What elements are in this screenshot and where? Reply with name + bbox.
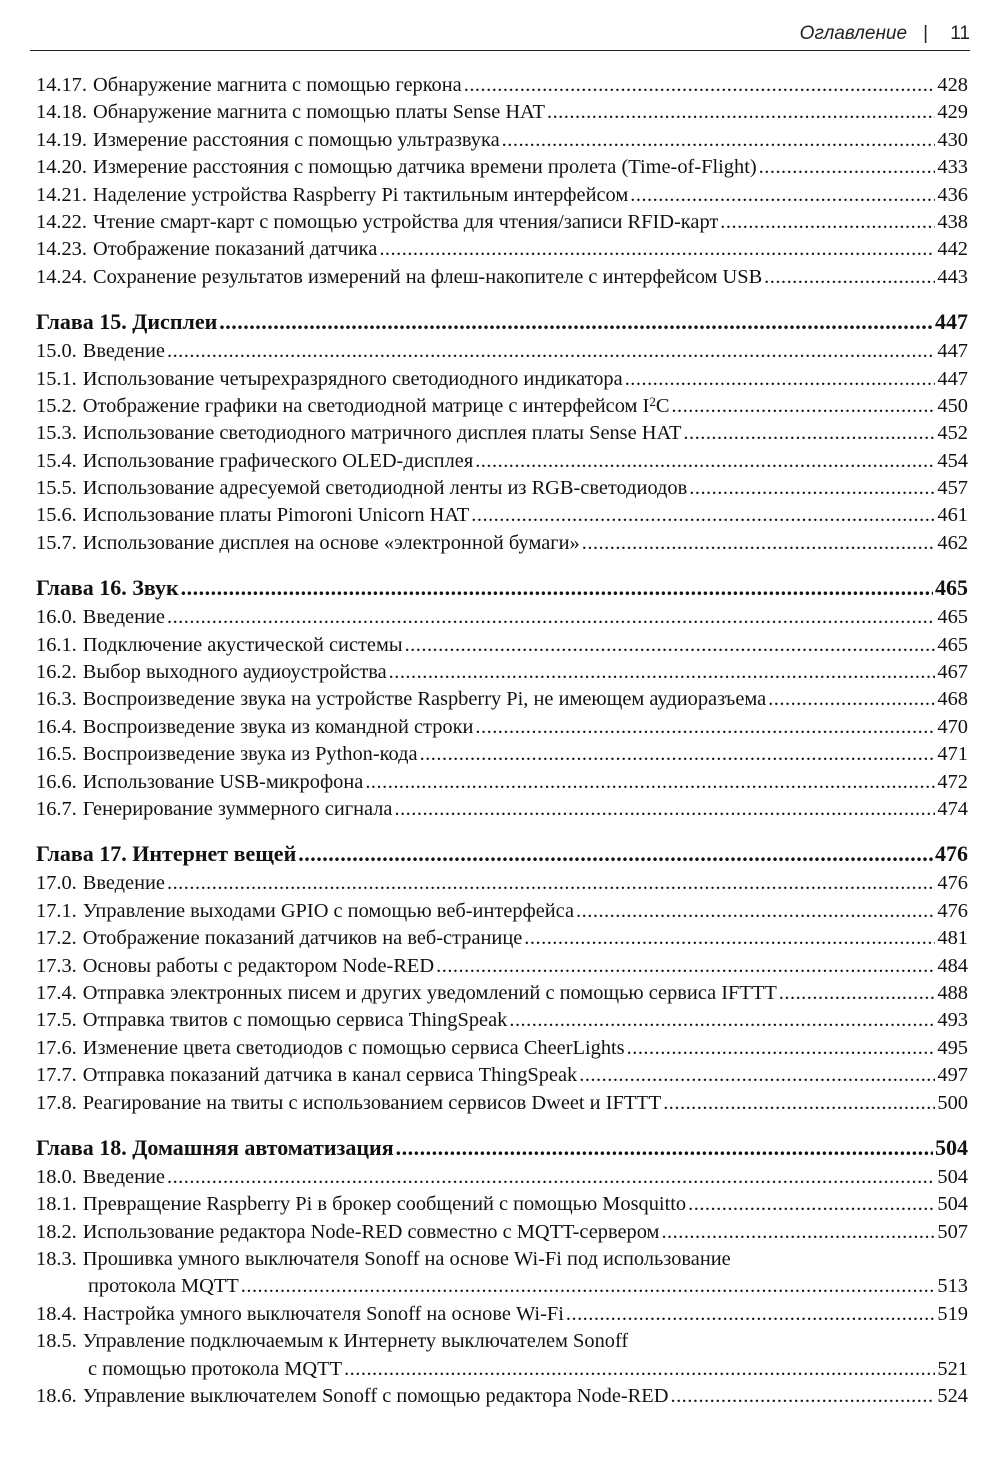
chapter-page-number: 504 (935, 1134, 968, 1160)
toc-entry[interactable] (36, 236, 968, 263)
toc-entry[interactable] (36, 99, 968, 126)
entry-number: 15.1. (36, 367, 77, 390)
entry-number: 14.21. (36, 183, 87, 206)
entry-title-text: Обнаружение магнита с помощью платы Sense HAT (92, 101, 545, 124)
entry-page-number: 443 (937, 265, 968, 288)
entry-number: 15.6. (36, 504, 77, 527)
dot-leader (365, 769, 935, 796)
running-head-section: Оглавление (799, 23, 908, 44)
entry-title-text: Воспроизведение звука на устройстве Raspberry Pi, не имеющем аудиоразъема (82, 688, 767, 711)
entry-title (83, 448, 473, 475)
toc-entry[interactable] (36, 1090, 968, 1117)
entry-title-text: Сохранение результатов измерений на флеш-накопителе с интерфейсом USB (92, 265, 763, 288)
toc-entry-continuation[interactable] (36, 1356, 968, 1383)
chapter-page-number: 447 (935, 309, 968, 335)
entry-title-text: Использование USB-микрофона (82, 770, 364, 793)
entry-title (93, 236, 377, 263)
entry-title (83, 338, 165, 365)
dot-leader (689, 475, 935, 502)
chapter-heading[interactable] (36, 574, 968, 604)
entry-title (83, 1301, 564, 1328)
entry-title-text: Отображение показаний датчика (92, 238, 378, 261)
toc-entry[interactable] (36, 632, 968, 659)
toc-entry[interactable] (36, 475, 968, 502)
dot-leader (582, 530, 936, 557)
entry-title (93, 264, 762, 291)
entry-title-text: Отправка электронных писем и других уведомлений с помощью сервиса IFTTT (82, 981, 777, 1004)
entry-title (83, 475, 687, 502)
entry-page-number: 462 (937, 531, 968, 554)
dot-leader (344, 1356, 935, 1383)
entry-title-text: Воспроизведение звука из командной строки (82, 715, 474, 738)
toc-chapter-group (36, 840, 968, 1117)
toc-entry[interactable] (36, 393, 968, 420)
entry-title (83, 686, 766, 713)
entry-number: 17.0. (36, 872, 77, 895)
toc-entry[interactable] (36, 741, 968, 768)
dot-leader (768, 686, 935, 713)
entry-title-text: Управление выключателем Sonoff с помощью редактора Node-RED (82, 1385, 669, 1408)
entry-number: 18.5. (36, 1330, 77, 1353)
entry-title (93, 154, 757, 181)
entry-number: 16.5. (36, 743, 77, 766)
entry-page-number: 436 (937, 183, 968, 206)
running-head (30, 20, 970, 48)
chapter-heading[interactable] (36, 840, 968, 870)
dot-leader (167, 338, 935, 365)
entry-title-text: Введение (82, 606, 165, 629)
entry-page-number: 452 (937, 422, 968, 445)
entry-title (83, 714, 474, 741)
chapter-heading[interactable] (36, 1134, 968, 1164)
entry-title (83, 366, 623, 393)
dot-leader (420, 741, 936, 768)
entry-title (83, 1035, 625, 1062)
entry-number: 18.4. (36, 1302, 77, 1325)
entry-number: 16.2. (36, 661, 77, 684)
dot-leader (779, 980, 936, 1007)
entry-title-continuation: протокола MQTT (88, 1275, 239, 1298)
entry-page-number: 442 (937, 238, 968, 261)
entry-title-text: Использование светодиодного матричного дисплея платы Sense HAT (82, 422, 682, 445)
toc-chapter-group (36, 72, 968, 291)
dot-leader (389, 659, 936, 686)
toc-entry[interactable] (36, 530, 968, 557)
entry-page-number: 474 (937, 797, 968, 820)
entry-title (83, 796, 393, 823)
toc-entry[interactable] (36, 1191, 968, 1218)
dot-leader (764, 264, 935, 291)
entry-number: 17.7. (36, 1064, 77, 1087)
entry-number: 18.3. (36, 1248, 77, 1271)
dot-leader (661, 1219, 935, 1246)
entry-page-number: 457 (937, 477, 968, 500)
table-of-contents (36, 72, 968, 1410)
entry-page-number: 521 (937, 1357, 968, 1380)
entry-number: 17.3. (36, 954, 77, 977)
entry-number: 18.6. (36, 1385, 77, 1408)
entry-title (83, 953, 434, 980)
entry-page-number: 513 (937, 1275, 968, 1298)
toc-entry[interactable] (36, 1383, 968, 1410)
entry-title (83, 1191, 686, 1218)
entry-title-text: Измерение расстояния с помощью датчика времени пролета (Time-of-Flight) (92, 156, 757, 179)
entry-number: 16.6. (36, 770, 77, 793)
toc-entry[interactable] (36, 502, 968, 529)
entry-title (93, 99, 545, 126)
dot-leader (167, 604, 935, 631)
dot-leader (167, 870, 935, 897)
entry-number: 15.5. (36, 477, 77, 500)
entry-title (83, 1007, 508, 1034)
entry-title-text: Подключение акустической системы (82, 633, 403, 656)
entry-number: 17.2. (36, 927, 77, 950)
entry-title (93, 72, 462, 99)
entry-title (83, 898, 574, 925)
entry-page-number: 471 (937, 743, 968, 766)
toc-chapter-group (36, 1134, 968, 1411)
dot-leader (181, 574, 933, 601)
dot-leader (436, 953, 935, 980)
dot-leader (630, 182, 935, 209)
chapter-page-number: 465 (935, 575, 968, 601)
dot-leader (547, 99, 935, 126)
entry-page-number: 476 (937, 899, 968, 922)
entry-number: 16.0. (36, 606, 77, 629)
dot-leader (298, 840, 933, 867)
entry-title (83, 393, 670, 420)
dot-leader (509, 1007, 935, 1034)
dot-leader (671, 393, 935, 420)
toc-entry[interactable] (36, 980, 968, 1007)
toc-entry[interactable] (36, 1301, 968, 1328)
entry-page-number: 430 (937, 128, 968, 151)
entry-number: 14.24. (36, 265, 87, 288)
entry-number: 14.20. (36, 156, 87, 179)
entry-number: 14.19. (36, 128, 87, 151)
entry-title-text: Использование дисплея на основе «электронной бумаги» (82, 531, 580, 554)
entry-title (83, 1383, 669, 1410)
chapter-page-number: 476 (935, 841, 968, 867)
entry-number: 16.1. (36, 633, 77, 656)
entry-title (83, 925, 523, 952)
entry-page-number: 428 (937, 74, 968, 96)
toc-entry[interactable] (36, 925, 968, 952)
toc-entry[interactable] (36, 1007, 968, 1034)
dot-leader (219, 308, 933, 335)
dot-leader (663, 1090, 935, 1117)
entry-title-text: Реагирование на твиты с использованием сервисов Dweet и IFTTT (82, 1091, 662, 1114)
entry-page-number: 495 (937, 1036, 968, 1059)
entry-page-number: 454 (937, 449, 968, 472)
entry-page-number: 519 (937, 1302, 968, 1325)
entry-title-text: Отправка твитов с помощью сервиса ThingSpeak (82, 1009, 508, 1032)
entry-number: 17.8. (36, 1091, 77, 1114)
dot-leader (566, 1301, 936, 1328)
entry-title-text: Генерирование зуммерного сигнала (82, 797, 393, 820)
dot-leader (524, 925, 935, 952)
entry-page-number: 488 (937, 981, 968, 1004)
chapter-title: Глава 18. Домашняя автоматизация (36, 1134, 394, 1160)
entry-title (93, 182, 628, 209)
dot-leader (502, 127, 936, 154)
toc-entry[interactable] (36, 1164, 968, 1191)
toc-entry[interactable] (36, 870, 968, 897)
toc-entry[interactable] (36, 1035, 968, 1062)
entry-number: 18.2. (36, 1220, 77, 1243)
entry-number: 16.3. (36, 688, 77, 711)
entry-title-text: Отображение показаний датчиков на веб-странице (82, 927, 523, 950)
entry-title-text: Превращение Raspberry Pi в брокер сообщений с помощью Mosquitto (82, 1193, 687, 1216)
entry-number: 15.0. (36, 340, 77, 363)
dot-leader (394, 796, 935, 823)
entry-title (93, 209, 718, 236)
entry-page-number: 476 (937, 872, 968, 895)
entry-title (83, 420, 682, 447)
entry-title-text: Использование редактора Node-RED совместно с MQTT-сервером (82, 1220, 660, 1243)
entry-title (83, 1164, 165, 1191)
entry-title-text: Управление выходами GPIO с помощью веб-интерфейса (82, 899, 575, 922)
entry-page-number: 484 (937, 954, 968, 977)
dot-leader (759, 154, 936, 181)
dot-leader (670, 1383, 935, 1410)
entry-title (83, 769, 364, 796)
entry-title (83, 741, 418, 768)
entry-title-text: Использование четырехразрядного светодиодного индикатора (82, 367, 623, 390)
dot-leader (688, 1191, 935, 1218)
chapter-title: Глава 16. Звук (36, 575, 179, 601)
entry-title (83, 502, 470, 529)
entry-title-text: Введение (82, 872, 165, 895)
entry-number: 15.4. (36, 449, 77, 472)
entry-page-number: 470 (937, 715, 968, 738)
entry-title-text: Настройка умного выключателя Sonoff на основе Wi-Fi (82, 1302, 564, 1325)
entry-title-text: Введение (82, 1165, 165, 1188)
entry-page-number: 447 (937, 340, 968, 363)
entry-title-text: Отправка показаний датчика в канал сервиса ThingSpeak (82, 1064, 578, 1087)
superscript: 2 (649, 393, 656, 409)
entry-title-text: Выбор выходного аудиоустройства (82, 661, 387, 684)
toc-entry[interactable] (36, 420, 968, 447)
dot-leader (379, 236, 935, 263)
entry-number: 17.6. (36, 1036, 77, 1059)
entry-page-number: 504 (937, 1165, 968, 1188)
entry-page-number: 472 (937, 770, 968, 793)
toc-entry[interactable] (36, 182, 968, 209)
toc-entry[interactable] (36, 686, 968, 713)
page-number: 11 (950, 23, 970, 44)
entry-title (83, 604, 165, 631)
entry-title (83, 980, 777, 1007)
entry-title-text: Наделение устройства Raspberry Pi тактильным интерфейсом (92, 183, 629, 206)
entry-page-number: 465 (937, 633, 968, 656)
entry-title (93, 127, 500, 154)
toc-entry[interactable] (36, 769, 968, 796)
dot-leader (625, 366, 936, 393)
entry-title-text: Использование графического OLED-дисплея (82, 449, 474, 472)
entry-number: 14.17. (36, 74, 87, 96)
toc-entry[interactable] (36, 366, 968, 393)
toc-entry[interactable] (36, 714, 968, 741)
entry-number: 18.1. (36, 1193, 77, 1216)
entry-number: 15.3. (36, 422, 77, 445)
entry-page-number: 450 (937, 394, 968, 417)
entry-page-number: 481 (937, 927, 968, 950)
toc-entry[interactable] (36, 209, 968, 236)
entry-title-tail: C (655, 394, 670, 417)
entry-title-text: Воспроизведение звука из Python-кода (82, 743, 418, 766)
toc-chapter-group (36, 308, 968, 557)
toc-chapter-group (36, 574, 968, 823)
entry-number: 14.22. (36, 210, 87, 233)
dot-leader (405, 632, 936, 659)
entry-page-number: 500 (937, 1091, 968, 1114)
dot-leader (167, 1164, 935, 1191)
entry-page-number: 493 (937, 1009, 968, 1032)
entry-title-text: Основы работы с редактором Node-RED (82, 954, 435, 977)
toc-entry-continuation[interactable] (36, 1273, 968, 1300)
toc-entry[interactable] (36, 127, 968, 154)
entry-page-number: 504 (937, 1193, 968, 1216)
entry-title (83, 530, 580, 557)
toc-entry[interactable] (36, 338, 968, 365)
entry-title-text: Отображение графики на светодиодной матрице с интерфейсом I (82, 394, 650, 417)
toc-entry[interactable] (36, 953, 968, 980)
entry-number: 16.7. (36, 797, 77, 820)
toc-entry[interactable] (36, 796, 968, 823)
entry-title-continuation: с помощью протокола MQTT (88, 1357, 343, 1380)
entry-title-text: Обнаружение магнита с помощью геркона (92, 74, 462, 96)
entry-number: 18.0. (36, 1165, 77, 1188)
dot-leader (471, 502, 935, 529)
entry-page-number: 433 (937, 156, 968, 179)
entry-number: 17.1. (36, 899, 77, 922)
entry-title (83, 1219, 660, 1246)
entry-title-text: Использование платы Pimoroni Unicorn HAT (82, 504, 470, 527)
entry-page-number: 467 (937, 661, 968, 684)
entry-title (83, 1090, 661, 1117)
dot-leader (627, 1035, 936, 1062)
entry-title-text: Изменение цвета светодиодов с помощью сервиса CheerLights (82, 1036, 625, 1059)
chapter-title: Глава 15. Дисплеи (36, 309, 218, 335)
entry-page-number: 465 (937, 606, 968, 629)
entry-number: 14.23. (36, 238, 87, 261)
entry-number: 16.4. (36, 715, 77, 738)
entry-title (83, 870, 165, 897)
entry-title: Прошивка умного выключателя Sonoff на основе Wi-Fi под использование (82, 1248, 731, 1271)
toc-entry[interactable] (36, 72, 968, 99)
header-rule (30, 50, 970, 51)
dot-leader (396, 1134, 933, 1161)
entry-number: 15.7. (36, 531, 77, 554)
entry-page-number: 438 (937, 210, 968, 233)
toc-entry[interactable] (36, 1328, 968, 1355)
dot-leader (464, 72, 936, 99)
entry-title (83, 659, 387, 686)
entry-page-number: 497 (937, 1064, 968, 1087)
entry-page-number: 468 (937, 688, 968, 711)
dot-leader (720, 209, 935, 236)
toc-entry[interactable] (36, 448, 968, 475)
dot-leader (683, 420, 935, 447)
toc-entry[interactable] (36, 898, 968, 925)
entry-number: 17.4. (36, 981, 77, 1004)
toc-entry[interactable] (36, 1246, 968, 1273)
dot-leader (475, 714, 935, 741)
entry-title-text: Введение (82, 340, 165, 363)
entry-page-number: 524 (937, 1385, 968, 1408)
entry-number: 14.18. (36, 101, 87, 124)
entry-title-text: Чтение смарт-карт с помощью устройства для чтения/записи RFID-карт (92, 210, 719, 233)
entry-title (83, 632, 403, 659)
entry-number: 17.5. (36, 1009, 77, 1032)
toc-entry[interactable] (36, 1062, 968, 1089)
entry-page-number: 461 (937, 504, 968, 527)
entry-page-number: 507 (937, 1220, 968, 1243)
entry-title-text: Измерение расстояния с помощью ультразвука (92, 128, 500, 151)
entry-number: 15.2. (36, 394, 77, 417)
entry-page-number: 429 (937, 101, 968, 124)
chapter-title: Глава 17. Интернет вещей (36, 841, 297, 867)
chapter-heading[interactable] (36, 308, 968, 338)
dot-leader (576, 898, 935, 925)
toc-entry[interactable] (36, 659, 968, 686)
entry-title-text: Использование адресуемой светодиодной ленты из RGB-светодиодов (82, 477, 688, 500)
entry-page-number: 447 (937, 367, 968, 390)
toc-entry[interactable] (36, 264, 968, 291)
dot-leader (241, 1273, 936, 1300)
dot-leader (475, 448, 935, 475)
entry-title (83, 1062, 577, 1089)
entry-title: Управление подключаемым к Интернету выключателем Sonoff (82, 1330, 629, 1353)
toc-entry[interactable] (36, 1219, 968, 1246)
dot-leader (579, 1062, 935, 1089)
toc-entry[interactable] (36, 154, 968, 181)
running-head-separator: | (923, 23, 928, 44)
toc-entry[interactable] (36, 604, 968, 631)
